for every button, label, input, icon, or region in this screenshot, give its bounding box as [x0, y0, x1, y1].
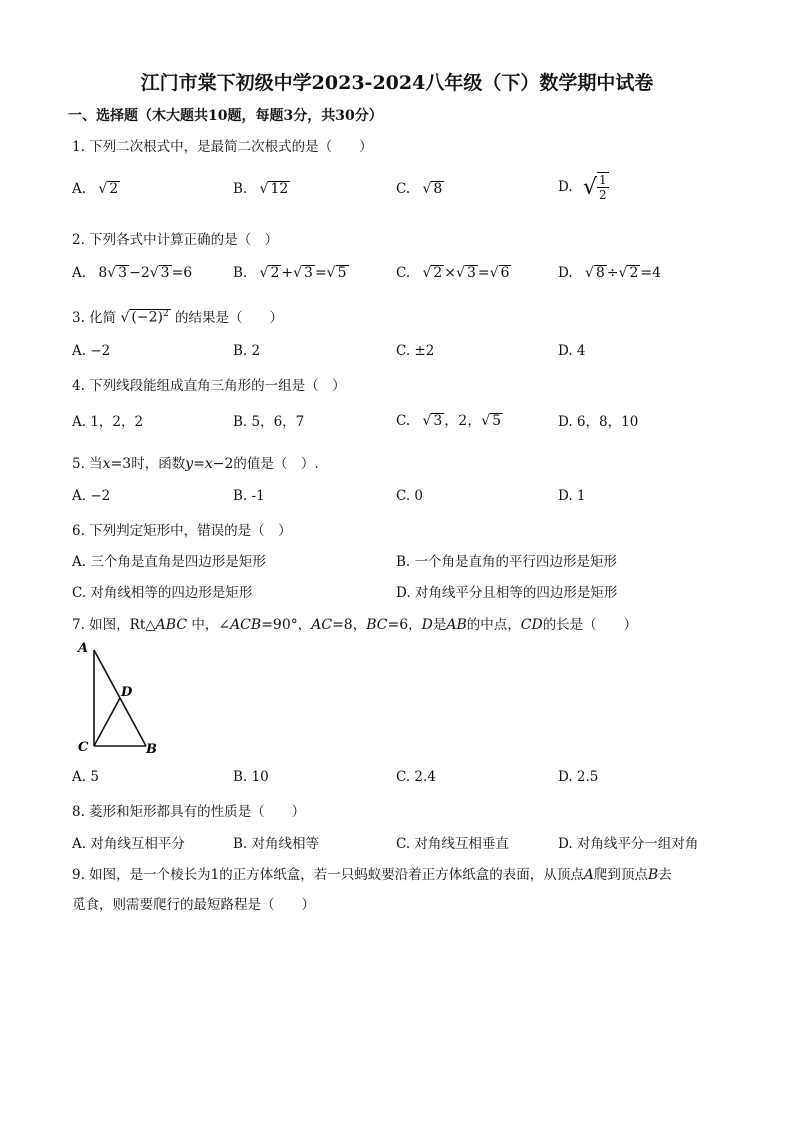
q6-option-d[interactable]: D. 对角线平分且相等的四边形是矩形 — [396, 585, 618, 601]
label-d: D — [121, 685, 133, 700]
q7-option-d[interactable]: D. 2.5 — [558, 769, 599, 785]
q6-option-c[interactable]: C. 对角线相等的四边形是矩形 — [72, 585, 253, 601]
question-5-stem: 5. 当x=3时，函数y=x−2的值是（ ）. — [72, 456, 319, 472]
q1-option-d[interactable]: D. √ $\frac{1}{2}$ — [558, 173, 607, 202]
label-a: A — [78, 641, 89, 656]
question-8-stem: 8. 菱形和矩形都具有的性质是（ ） — [72, 804, 306, 820]
question-6-stem: 6. 下列判定矩形中，错误的是（ ） — [72, 523, 292, 539]
section-heading: 一、选择题（木大题共10题，每题3分，共30分） — [68, 108, 383, 124]
q4-option-d[interactable]: D. 6，8，10 — [558, 414, 639, 430]
question-7-stem: 7. 如图，Rt△ABC 中，∠ACB=90°，AC=8，BC=6，D是AB的中点，CD的长是（ ） — [72, 617, 638, 633]
q3-option-d[interactable]: D. 4 — [558, 343, 586, 359]
q3-option-b[interactable]: B. 2 — [233, 343, 261, 359]
q7-option-b[interactable]: B. 10 — [233, 769, 269, 785]
q8-option-c[interactable]: C. 对角线互相垂直 — [396, 836, 509, 852]
q8-option-d[interactable]: D. 对角线平分一组对角 — [558, 836, 699, 852]
q8-option-b[interactable]: B. 对角线相等 — [233, 836, 320, 852]
q3-option-a[interactable]: A. −2 — [72, 343, 111, 359]
q4-option-a[interactable]: A. 1，2，2 — [72, 414, 144, 430]
question-2-stem: 2. 下列各式中计算正确的是（ ） — [72, 232, 279, 248]
label-b: B — [146, 742, 157, 757]
q2-option-a[interactable]: A. 8√ 3 −2√ 3 =6 — [72, 265, 193, 281]
q2-option-c[interactable]: C. √ 2 ×√ 3 =√ 6 — [396, 265, 510, 281]
triangle-figure — [72, 638, 172, 760]
q7-option-c[interactable]: C. 2.4 — [396, 769, 436, 785]
q6-option-b[interactable]: B. 一个角是直角的平行四边形是矩形 — [396, 554, 618, 570]
q2-option-d[interactable]: D. √ 8 ÷√ 2 =4 — [558, 265, 661, 281]
q6-option-a[interactable]: A. 三个角是直角是四边形是矩形 — [72, 554, 266, 570]
label-c: C — [78, 740, 89, 755]
q3-option-c[interactable]: C. ±2 — [396, 343, 435, 359]
q4-option-c[interactable]: C. √ 3 ，2，√ 5 — [396, 413, 502, 429]
question-9-stem-line2: 觅食，则需要爬行的最短路程是（ ） — [72, 897, 315, 913]
q5-option-c[interactable]: C. 0 — [396, 488, 424, 504]
q1-option-c[interactable]: C. √ 8 — [396, 181, 443, 197]
question-3-stem: 3. 化简 √ $(-2)^2$ 的结果是（ ） — [72, 309, 283, 326]
question-1-stem: 1. 下列二次根式中，是最简二次根式的是（ ） — [72, 139, 373, 155]
q5-option-d[interactable]: D. 1 — [558, 488, 586, 504]
q2-option-b[interactable]: B. √ 2 +√ 3 =√ 5 — [233, 265, 347, 281]
q7-option-a[interactable]: A. 5 — [72, 769, 99, 785]
q1-option-b[interactable]: B. √ 12 — [233, 181, 289, 197]
q5-option-a[interactable]: A. −2 — [72, 488, 111, 504]
question-9-stem-line1: 9. 如图，是一个棱长为1的正方体纸盒，若一只蚂蚁要沿着正方体纸盒的表面，从顶点A爬到顶点B去 — [72, 867, 672, 883]
segment-cd — [94, 698, 120, 746]
question-4-stem: 4. 下列线段能组成直角三角形的一组是（ ） — [72, 378, 346, 394]
q8-option-a[interactable]: A. 对角线互相平分 — [72, 836, 185, 852]
page-title: 江门市棠下初级中学2023-2024八年级（下）数学期中试卷 — [140, 72, 654, 94]
q5-option-b[interactable]: B. -1 — [233, 488, 265, 504]
q1-option-a[interactable]: A. √ 2 — [72, 181, 119, 197]
q4-option-b[interactable]: B. 5，6，7 — [233, 414, 305, 430]
